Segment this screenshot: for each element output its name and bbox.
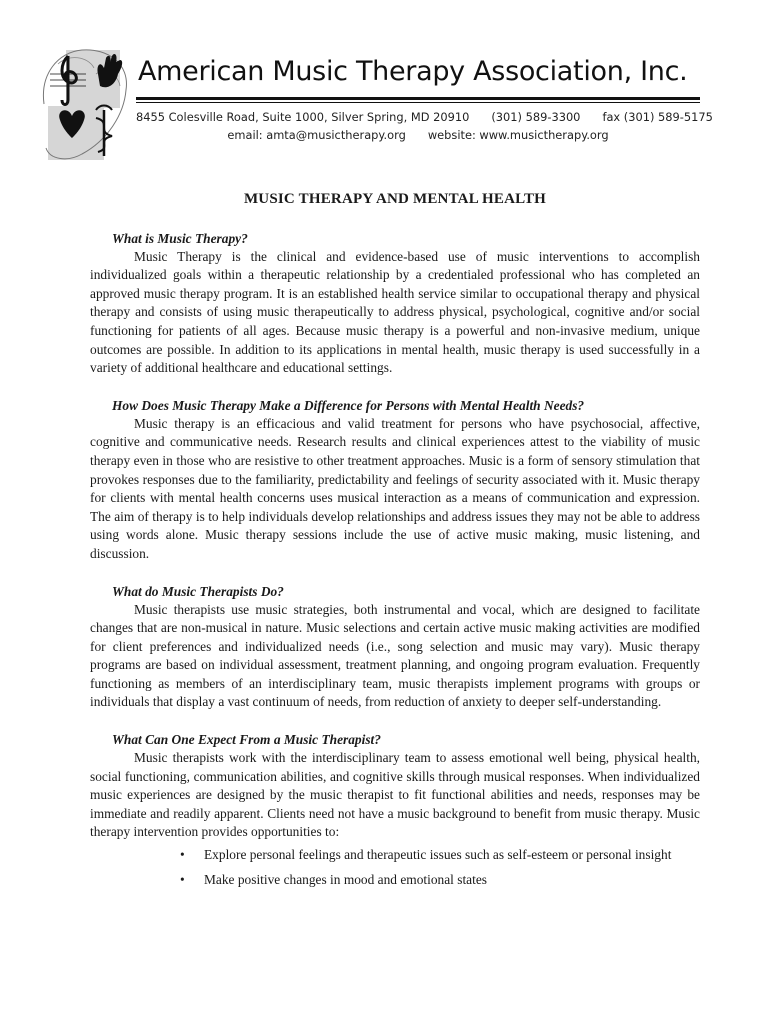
section-heading: How Does Music Therapy Make a Difference for Persons with Mental Health Needs? — [112, 397, 585, 413]
phone-number: (301) 589-3300 — [491, 110, 581, 124]
document-title: MUSIC THERAPY AND MENTAL HEALTH — [243, 191, 547, 207]
street-address: 8455 Colesville Road, Suite 1000, Silver Spring, MD 20910 — [136, 110, 470, 124]
bullet-list — [90, 846, 700, 889]
bullet-icon: • — [180, 847, 185, 863]
contact-line — [136, 128, 700, 142]
section-paragraph: Music Therapy is the clinical and evidence-based use of music interventions to accomplish individualized goals within a therapeutic relationship by a credentialed professional who has completed an approved music therapy program. It is an established health service similar to occupational therapy and physical therapy and consists of using music therapeutically to address physical, psychological, cognitive and/or social functioning for patients of all ages. Because music therapy is a powerful and non-invasive medium, unique outcomes are possible. In addition to its applications in mental health, music therapy is used successfully in a variety of additional healthcare and educational settings. — [90, 248, 700, 376]
list-item-text: Explore personal feelings and therapeutic issues such as self-esteem or personal insight — [204, 847, 672, 863]
header-rule-thin — [136, 102, 700, 103]
bullet-icon: • — [180, 871, 185, 887]
section-heading: What do Music Therapists Do? — [112, 583, 284, 599]
section-heading: What is Music Therapy? — [112, 230, 248, 246]
list-item — [180, 871, 700, 890]
section-heading: What Can One Expect From a Music Therapist? — [112, 732, 381, 748]
header-rule — [136, 97, 700, 100]
list-item — [180, 846, 700, 865]
section-paragraph: Music therapy is an efficacious and valid treatment for persons who have psychosocial, affective, cognitive and communicative needs. Research results and clinical experiences attest to the viability of music therapy even in those who are resistive to other treatment approaches. Music is a form of sensory stimulation that provokes responses due to the familiarity, predictability and feelings of security associated with it. Music therapy for clients with mental health concerns uses musical interaction as a means of communication and expression. The aim of therapy is to help individuals develop relationships and address issues they may not be able to address using words alone. Music therapy sessions include the use of active music making, music listening, and discussion. — [90, 415, 700, 561]
list-item-text: Make positive changes in mood and emotional states — [204, 871, 488, 887]
section-paragraph: Music therapists work with the interdisciplinary team to assess emotional well being, physical health, social functioning, communication abilities, and cognitive skills through musical responses. When individualized music experiences are designed by the music therapist to fit functional abilities and needs, responses may be immediate and readily apparent. Clients need not have a music background to benefit from music therapy. Music therapy intervention provides opportunities to: — [90, 750, 700, 840]
website-link[interactable]: website: www.musictherapy.org — [427, 128, 609, 142]
amta-logo-icon — [38, 44, 134, 166]
email-link[interactable]: email: amta@musictherapy.org — [227, 128, 406, 142]
organization-name: American Music Therapy Association, Inc. — [138, 56, 688, 87]
fax-number: fax (301) 589-5175 — [602, 110, 713, 124]
section-paragraph: Music therapists use music strategies, both instrumental and vocal, which are designed to facilitate changes that are non-musical in nature. Music selections and certain active music making activities are modified for client preferences and individualized needs (i.e., song selection and music may vary). Music therapy programs are based on individual assessment, treatment planning, and ongoing program evaluation. Frequently functioning as members of an interdisciplinary team, music therapists implement programs with groups or individuals that display a vast continuum of needs, from reduction of anxiety to deeper self-understanding. — [90, 601, 700, 710]
address-line — [136, 110, 713, 124]
document-body — [90, 190, 700, 895]
